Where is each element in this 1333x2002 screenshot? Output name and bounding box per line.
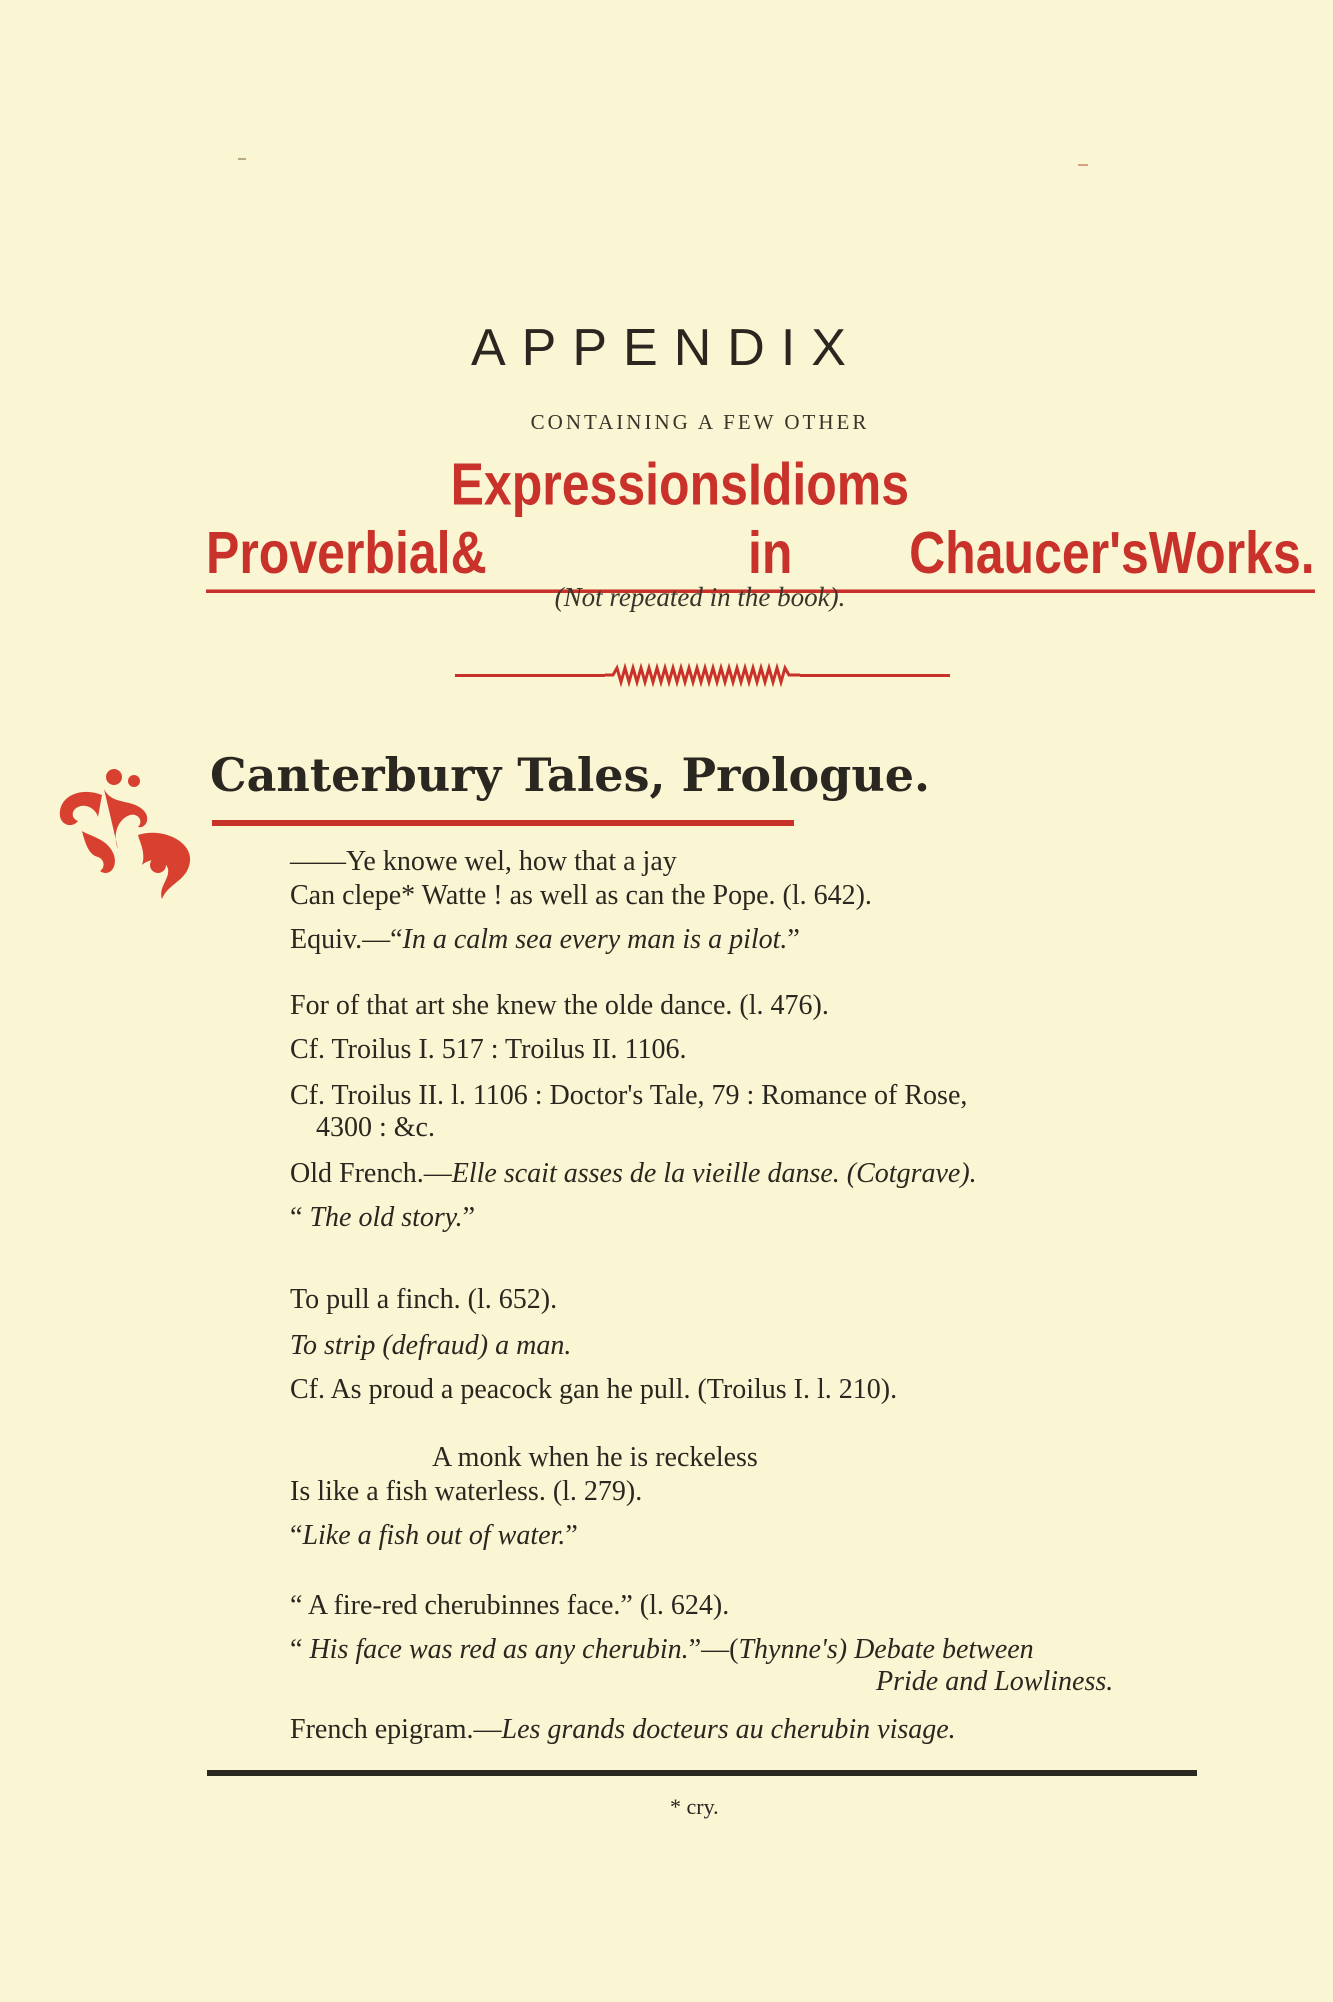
dash-paren: ”—( xyxy=(688,1634,739,1665)
not-repeated-note: (Not repeated in the book). xyxy=(554,582,846,612)
section-underline xyxy=(212,820,794,826)
source-text: Thynne's) Debate between xyxy=(738,1634,1034,1665)
reference-line: Cf. As proud a peacock gan he pull. (Troilus I. l. 210). xyxy=(290,1374,898,1405)
source-continuation: Pride and Lowliness. xyxy=(876,1666,1114,1697)
epigram-label: French epigram.— xyxy=(290,1714,502,1745)
meaning-line: To strip (defraud) a man. xyxy=(290,1330,572,1361)
quote-line xyxy=(290,1520,578,1552)
title-word-proverbial: Proverbial xyxy=(206,519,451,593)
epigram-quote: Les grands docteurs au cherubin visage. xyxy=(501,1714,956,1745)
equivalent-line xyxy=(290,924,800,956)
containing-subheading: CONTAINING A FEW OTHER xyxy=(530,410,870,434)
margin-mark xyxy=(1078,164,1088,166)
open-quote: “ xyxy=(290,1202,310,1233)
open-quote: “ xyxy=(290,1634,310,1665)
appendix-heading: APPENDIX xyxy=(471,319,862,377)
quote-text: Like a fish out of water. xyxy=(302,1520,566,1551)
quote-text: His face was red as any cherubin. xyxy=(309,1634,689,1665)
open-quote: “ xyxy=(290,1520,303,1551)
floral-fleuron-icon xyxy=(42,765,202,905)
divider-line-right xyxy=(800,674,950,677)
quote-line xyxy=(290,1202,475,1234)
margin-mark xyxy=(238,158,246,160)
close-quote: ” xyxy=(462,1202,476,1233)
proverbial-title xyxy=(206,450,1315,593)
equiv-quote: In a calm sea every man is a pilot. xyxy=(402,924,788,955)
old-french-label: Old French.— xyxy=(290,1158,452,1189)
title-word-works: Works. xyxy=(1149,519,1315,593)
old-french-quote: Elle scait asses de la vieille danse. (Cotgrave). xyxy=(451,1158,977,1189)
verse-line: To pull a finch. (l. 652). xyxy=(290,1284,558,1315)
bottom-rule xyxy=(207,1770,1197,1776)
title-word-chaucers: Chaucer's xyxy=(909,519,1149,593)
ornamental-divider xyxy=(455,662,950,688)
close-quote: ” xyxy=(565,1520,578,1551)
french-epigram-line xyxy=(290,1714,956,1746)
verse-line: “ A fire-red cherubinnes face.” (l. 624). xyxy=(290,1590,730,1621)
verse-line: ——Ye knowe wel, how that a jay xyxy=(290,846,677,877)
verse-line: For of that art she knew the olde dance. (l. 476). xyxy=(290,990,829,1021)
divider-line-left xyxy=(455,674,605,677)
verse-line: Can clepe* Watte ! as well as can the Pope. (l. 642). xyxy=(290,880,872,911)
verse-line: A monk when he is reckeless xyxy=(432,1442,758,1473)
verse-line: Is like a fish waterless. (l. 279). xyxy=(290,1476,643,1507)
reference-line: 4300 : &c. xyxy=(316,1112,435,1143)
old-french-line xyxy=(290,1158,977,1190)
section-title: Canterbury Tales, Prologue. xyxy=(210,748,931,802)
equiv-label: Equiv.—“ xyxy=(290,924,403,955)
reference-line: Cf. Troilus I. 517 : Troilus II. 1106. xyxy=(290,1034,687,1065)
reference-line: Cf. Troilus II. l. 1106 : Doctor's Tale, 79 : Romance of Rose, xyxy=(290,1080,968,1111)
footnote: * cry. xyxy=(670,1794,719,1819)
zigzag-ornament-icon xyxy=(605,662,800,688)
quote-text: The old story. xyxy=(309,1202,463,1233)
quote-line xyxy=(290,1634,1034,1666)
title-word-expressions: Expressions & xyxy=(451,450,748,593)
title-word-idioms: Idioms in xyxy=(748,450,909,593)
close-quote: ” xyxy=(787,924,800,955)
